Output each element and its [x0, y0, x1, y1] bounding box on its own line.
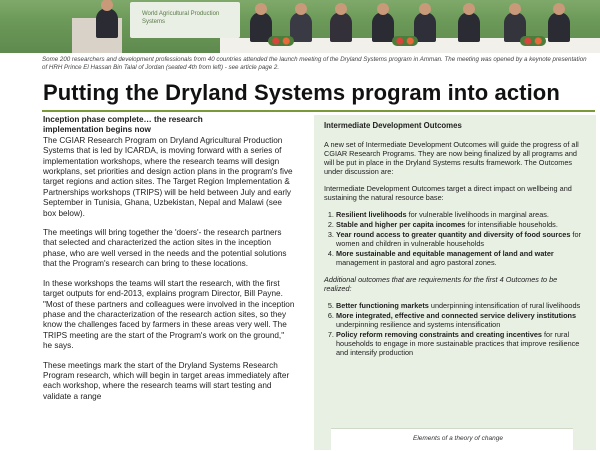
flower-arrangement: [520, 36, 546, 46]
paragraph-4: These meetings mark the start of the Dryland Systems Research Program research, which will begin in target areas immediately after each workshop, where the research teams will start testing and validate a range: [43, 360, 290, 401]
sidebar-box: [314, 115, 596, 450]
outcomes-list: [324, 210, 586, 267]
additional-intro: Additional outcomes that are requirements for the first 4 Outcomes to be realized:: [324, 275, 558, 293]
theory-of-change-diagram: [331, 428, 573, 451]
flower-arrangement: [268, 36, 294, 46]
paragraph-2: The meetings will bring together the 'doers'- the research partners that selected and characterized the action sites in the inception phase, who are well versed in the needs and the potential solutions that the Program's research can bring to these locations.: [43, 228, 287, 269]
headline-rule: [42, 110, 595, 112]
flower-arrangement: [392, 36, 418, 46]
banner-text: World Agricultural Production Systems: [142, 11, 220, 25]
list-item: 5. Better functioning markets underpinning intensification of rural livelihoods: [336, 301, 586, 310]
list-item: 6. More integrated, effective and connected service delivery institutions underpinning resilience and systems intensification: [336, 311, 586, 329]
speaker: [96, 8, 118, 38]
panelist: [548, 12, 570, 42]
panelist: [330, 12, 352, 42]
diagram-title: Elements of a theory of change: [413, 435, 503, 442]
list-item: 1. Resilient livelihoods for vulnerable livelihoods in marginal areas.: [336, 210, 586, 219]
conference-banner: [130, 2, 240, 38]
list-item: 3. Year round access to greater quantity and diversity of food sources for women and children in vulnerable households: [336, 230, 586, 248]
panelist: [372, 12, 394, 42]
list-item: 4. More sustainable and equitable management of land and water management in pastoral and agro pastoral zones.: [336, 249, 586, 267]
article-lead: [43, 115, 295, 219]
photo-caption: Some 200 researchers and development professionals from 40 countries attended the launch meeting of the Dryland Systems program in Amman. The meeting was opened by a keynote presentation of HRH Prince El Hassan Bin Talal of Jordan (seated 4th from left) - see article page 2.: [42, 56, 587, 71]
sidebar-title: Intermediate Development Outcomes: [324, 121, 462, 130]
sidebar-intro: A new set of Intermediate Development Outcomes will guide the progress of all CGIAR Research Programs. They are now being finalized by all programs and will be put in place in the Dryland Systems results framework. The Outcomes under discussion are:: [324, 140, 579, 176]
list-item: 2. Stable and higher per capita incomes for intensifiable households.: [336, 220, 586, 229]
additional-outcomes-list: [324, 301, 586, 357]
article-body: [43, 115, 295, 411]
paragraph-1: The CGIAR Research Program on Dryland Agricultural Production Systems that is led by ICARDA, is moving forward with a series of implementation workshops, where the research teams will design workplans, set priorities and design action plans in the program's five target regions and action sites. The Target Region Implementation & Partnerships workshops (TRIPS) will be held between July and early September in Tunisia, Ghana, Uzbekistan, Nepal and Malawi (see box below).: [43, 135, 293, 218]
sidebar-lead: Intermediate Development Outcomes target a direct impact on wellbeing and sustaining the natural resource base:: [324, 184, 572, 202]
panelist: [458, 12, 480, 42]
paragraph-3: In these workshops the teams will start the research, with the first target outputs for end-2013, explains program Director, Bill Payne. "Most of these partners and colleagues were involved in the inception phase and the characterization of the research action sites, so they know the challenges faced by farmers in these areas very well. The TRIPS meeting are the start of the Program's work on the ground," he says.: [43, 278, 295, 351]
lead-line-1: Inception phase complete… the research: [43, 115, 203, 124]
list-item: 7. Policy reform removing constraints and creating incentives for rural households to engage in more sustainable practices that improve resilience and intensify production: [336, 330, 586, 357]
lead-line-2: implementation begins now: [43, 125, 151, 135]
article-headline: Putting the Dryland Systems program into action: [43, 80, 560, 105]
header-photo: [0, 0, 600, 53]
